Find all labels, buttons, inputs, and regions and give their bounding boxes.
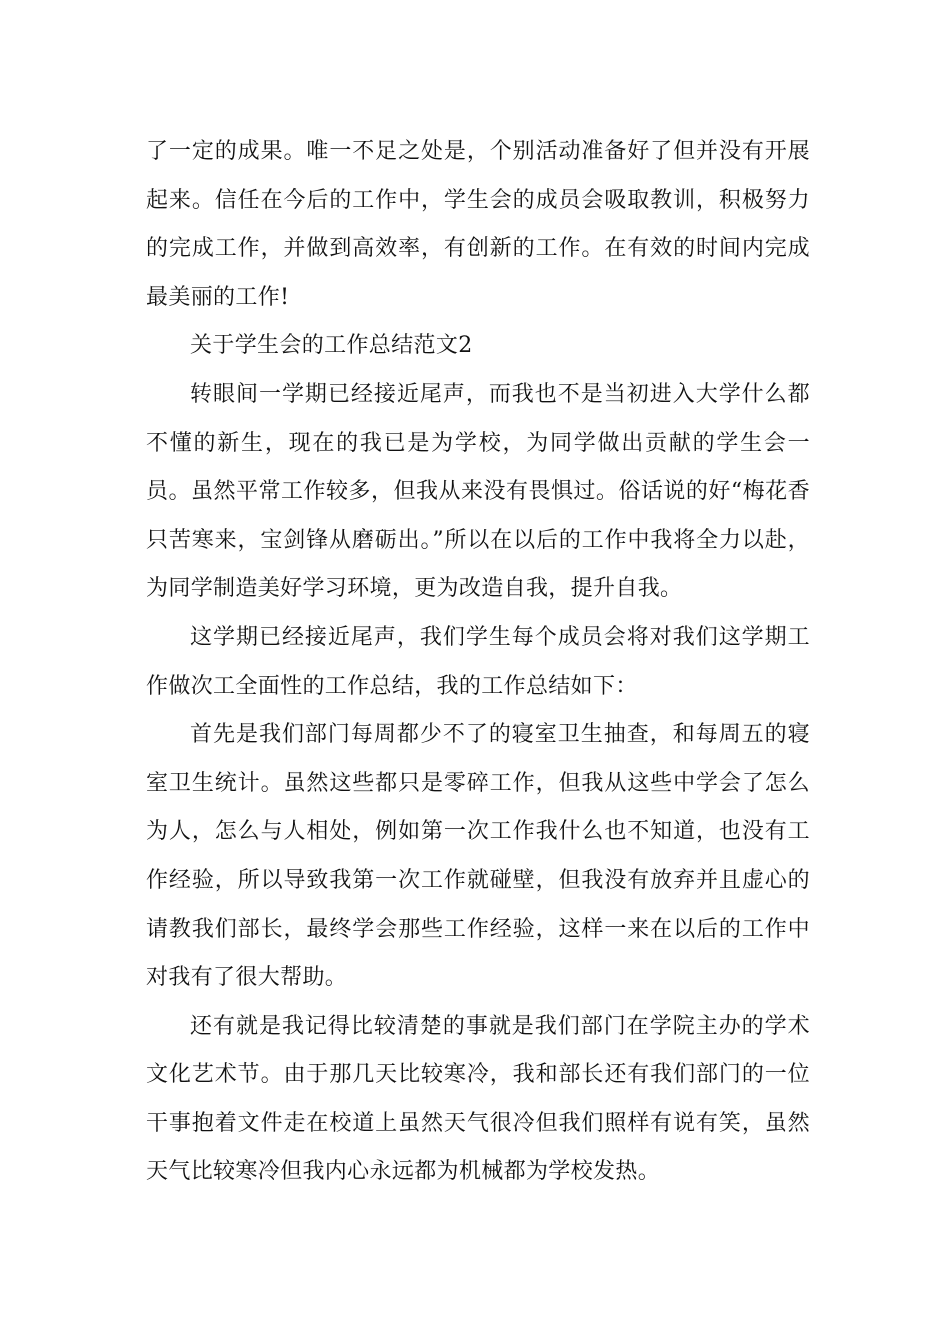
paragraph-4: 还有就是我记得比较清楚的事就是我们部门在学院主办的学术文化艺术节。由于那几天比较寒冷，我和部长还有我们部门的一位干事抱着文件走在校道上虽然天气很冷但我们照样有说有笑，虽然天气比较寒冷但我内心永远都为机械都为学校发热。 [146, 1013, 810, 1185]
paragraph-3: 首先是我们部门每周都少不了的寝室卫生抽查，和每周五的寝室卫生统计。虽然这些都只是零碎工作，但我从这些中学会了怎么为人，怎么与人相处，例如第一次工作我什么也不知道，也没有工作经验，所以导致我第一次工作就碰壁，但我没有放弃并且虚心的请教我们部长，最终学会那些工作经验，这样一来在以后的工作中对我有了很大帮助。 [146, 722, 810, 991]
section-title: 关于学生会的工作总结范文2 [190, 333, 473, 359]
paragraph-1: 转眼间一学期已经接近尾声，而我也不是当初进入大学什么都不懂的新生，现在的我已是为学校，为同学做出贡献的学生会一员。虽然平常工作较多，但我从来没有畏惧过。俗话说的好“梅花香只苦寒来，宝剑锋从磨砺出。”所以在以后的工作中我将全力以赴，为同学制造美好学习环境，更为改造自我，提升自我。 [146, 381, 810, 602]
paragraph-2: 这学期已经接近尾声，我们学生每个成员会将对我们这学期工作做次工全面性的工作总结，我的工作总结如下： [146, 624, 810, 699]
paragraph-continuation: 了一定的成果。唯一不足之处是，个别活动准备好了但并没有开展起来。信任在今后的工作中，学生会的成员会吸取教训，积极努力的完成工作，并做到高效率，有创新的工作。在有效的时间内完成最美丽的工作! [146, 139, 810, 310]
document-body [146, 128, 810, 1197]
